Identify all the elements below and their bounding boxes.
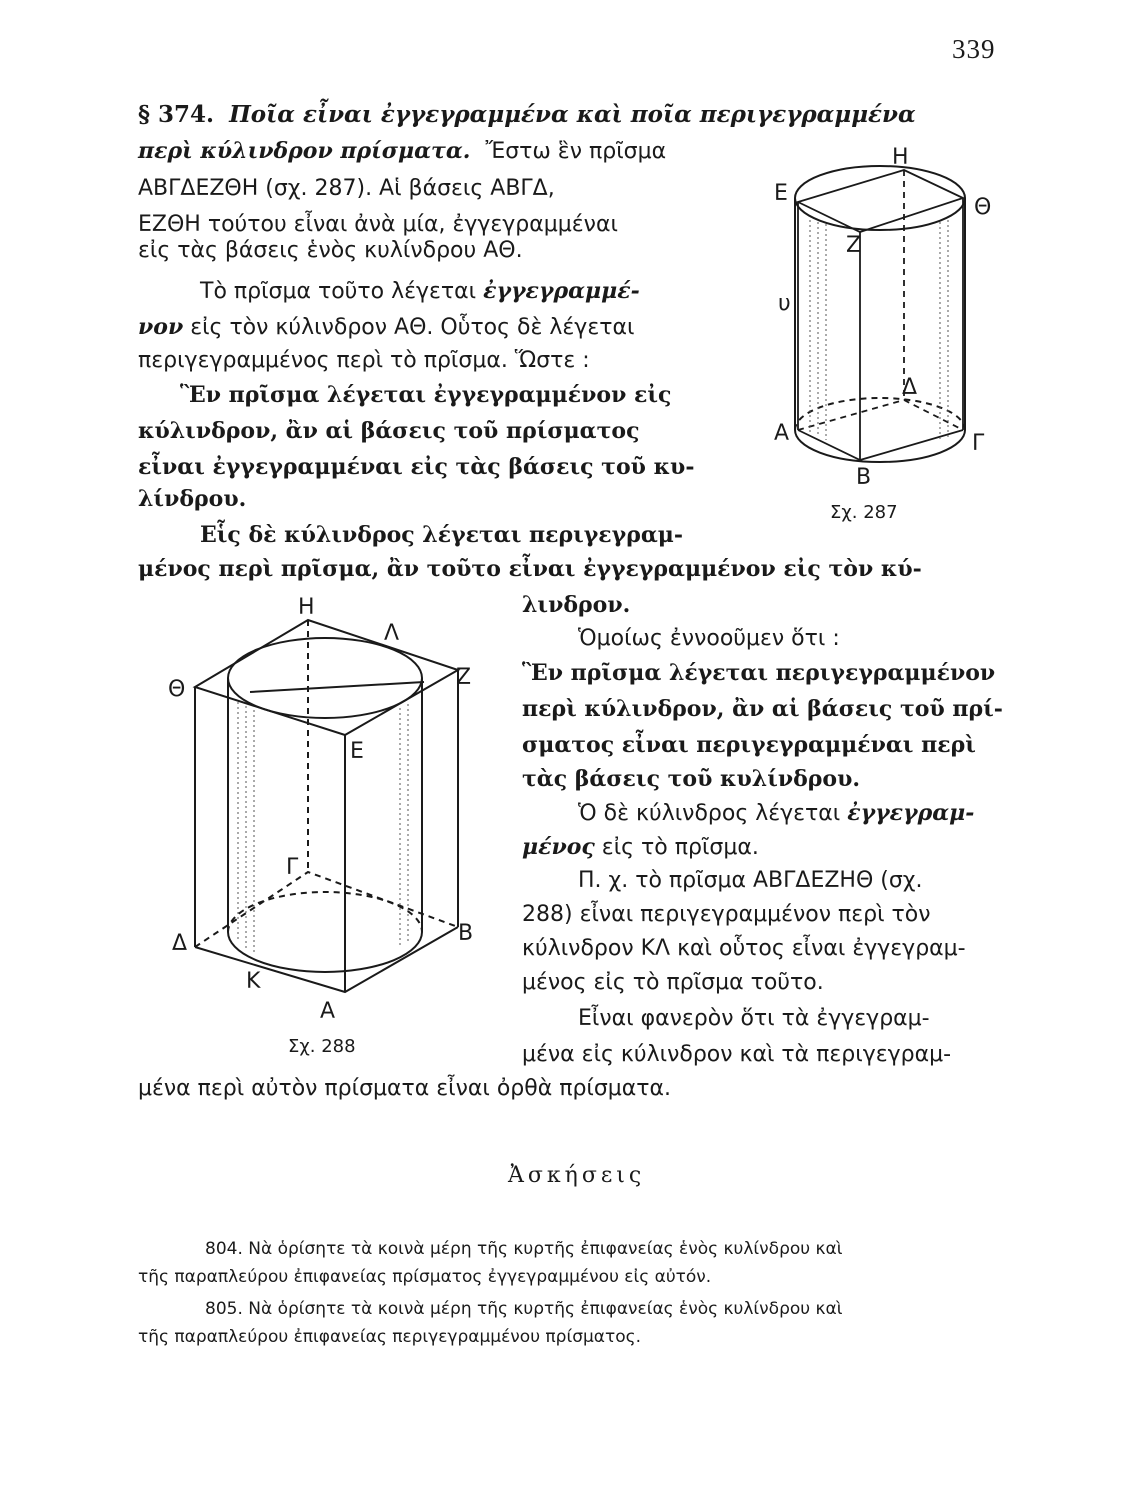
paragraph-6-line-1: Εἶναι φανερὸν ὅτι τὰ ἐγγεγραμ-: [578, 1006, 930, 1031]
paragraph-1-start: Ἔστω ἓν πρῖσμα: [485, 139, 667, 164]
paragraph-4-emph: ἐγγεγραμ-: [847, 800, 975, 826]
fig287-label-E: Ε: [774, 181, 788, 206]
fig288-caption: Σχ. 288: [288, 1036, 356, 1057]
figure-288: [160, 592, 490, 1062]
paragraph-2-line-2: [138, 312, 634, 343]
paragraph-2-line-3: περιγεγραμμένος περὶ τὸ πρῖσμα. Ὥστε :: [138, 348, 590, 373]
fig287-label-D: Δ: [902, 375, 918, 400]
definition-3-line-4: τὰς βάσεις τοῦ κυλίνδρου.: [522, 766, 861, 792]
definition-3-line-1: Ἓν πρῖσμα λέγεται περιγεγραμμένον: [522, 660, 996, 686]
definition-2-line-2: [138, 554, 922, 585]
paragraph-1-line-4: εἰς τὰς βάσεις ἑνὸς κυλίνδρου ΑΘ.: [138, 238, 523, 263]
definition-1-line-3: εἶναι ἐγγεγραμμέναι εἰς τὰς βάσεις τοῦ κυ-: [138, 454, 695, 480]
page-number: 339: [952, 34, 996, 64]
fig288-prism: [195, 620, 458, 992]
fig288-label-E: Ε: [350, 739, 364, 764]
fig287-label-H: Η: [892, 145, 909, 170]
paragraph-4-line-2: [522, 832, 759, 863]
fig288-label-A: Α: [320, 999, 336, 1024]
figure-287: [770, 140, 1010, 530]
fig287-hatching: [810, 220, 948, 442]
fig287-label-Z: Ζ: [846, 233, 862, 258]
paragraph-4-text: Ὁ δὲ κύλινδρος λέγεται: [578, 801, 848, 826]
paragraph-5-line-3: κύλινδρον ΚΛ καὶ οὗτος εἶναι ἐγγεγραμ-: [522, 936, 966, 961]
definition-1-line-4: λίνδρου.: [138, 486, 247, 512]
definition-3-line-2: περὶ κύλινδρον, ἂν αἱ βάσεις τοῦ πρί-: [522, 696, 1003, 722]
paragraph-2-text-2: εἰς τὸν κύλινδρον ΑΘ. Οὗτος δὲ λέγεται: [183, 315, 635, 340]
paragraph-5-line-1: Π. χ. τὸ πρῖσμα ΑΒΓΔΕΖΗΘ (σχ.: [578, 868, 923, 893]
exercises-heading: Ἀσκήσεις: [508, 1163, 646, 1188]
paragraph-2-line-1: [200, 276, 640, 307]
paragraph-1-line-2: ΑΒΓΔΕΖΘΗ (σχ. 287). Αἱ βάσεις ΑΒΓΔ,: [138, 176, 555, 201]
exercise-804-line-1: 804. Νὰ ὁρίσητε τὰ κοινὰ μέρη τῆς κυρτῆς ἐπιφανείας ἑνὸς κυλίνδρου καὶ: [205, 1239, 843, 1259]
paragraph-3: Ὁμοίως ἐννοοῦμεν ὅτι :: [578, 626, 840, 651]
section-title: Ποῖα εἶναι ἐγγεγραμμένα καὶ ποῖα περιγεγραμμένα: [229, 101, 916, 128]
fig288-hatching: [238, 702, 408, 952]
section-number: § 374.: [138, 101, 215, 128]
paragraph-2-emph-2: νον: [138, 314, 184, 340]
paragraph-6-line-3: μένα περὶ αὐτὸν πρίσματα εἶναι ὀρθὰ πρίσματα.: [138, 1076, 672, 1101]
fig287-label-Th: Θ: [974, 195, 992, 220]
paragraph-5-line-2: 288) εἶναι περιγεγραμμένον περὶ τὸν: [522, 902, 931, 927]
fig288-label-K: Κ: [246, 969, 261, 994]
exercise-804-line-2: τῆς παραπλεύρου ἐπιφανείας πρίσματος ἐγγεγραμμένου εἰς αὐτόν.: [138, 1267, 712, 1287]
section-title-line-1: [138, 100, 916, 131]
paragraph-1-line-3: ΕΖΘΗ τούτου εἶναι ἀνὰ μία, ἐγγεγραμμέναι: [138, 212, 618, 237]
fig287-prism: [798, 170, 963, 460]
paragraph-2-text: Τὸ πρῖσμα τοῦτο λέγεται: [200, 279, 484, 304]
fig288-label-D: Δ: [172, 931, 188, 956]
definition-2-line-3: λινδρον.: [522, 592, 631, 618]
fig288-label-L: Λ: [384, 621, 400, 646]
section-title-line-2: [138, 136, 666, 167]
definition-2-line-1: Εἷς δὲ κύλινδρος λέγεται περιγεγραμ-: [200, 522, 684, 548]
paragraph-2-emph: ἐγγεγραμμέ-: [483, 278, 640, 304]
fig288-label-Z: Ζ: [456, 665, 472, 690]
section-title-cont: περὶ κύλινδρον πρίσματα.: [138, 138, 471, 164]
definition-3-line-3: σματος εἶναι περιγεγραμμέναι περὶ: [522, 732, 976, 758]
definition-1-line-2: κύλινδρον, ἂν αἱ βάσεις τοῦ πρίσματος: [138, 418, 640, 444]
definition-2-text: μένος περὶ πρῖσμα, ἂν τοῦτο εἶναι ἐγγεγραμμένον εἰς τὸν κύ-: [138, 556, 922, 582]
fig288-cylinder: [228, 638, 424, 972]
fig288-label-G: Γ: [286, 855, 299, 880]
paragraph-4-line-1: [578, 798, 974, 829]
fig287-label-G: Γ: [972, 431, 985, 456]
exercise-805-line-1: 805. Νὰ ὁρίσητε τὰ κοινὰ μέρη τῆς κυρτῆς ἐπιφανείας ἑνὸς κυλίνδρου καὶ: [205, 1299, 843, 1319]
fig288-label-B: Β: [458, 921, 474, 946]
fig287-caption: Σχ. 287: [830, 502, 898, 523]
paragraph-6-line-2: μένα εἰς κύλινδρον καὶ τὰ περιγεγραμ-: [522, 1042, 952, 1067]
paragraph-5-line-4: μένος εἰς τὸ πρῖσμα τοῦτο.: [522, 970, 824, 995]
fig288-label-H: Η: [298, 595, 315, 620]
definition-1-line-1: Ἓν πρῖσμα λέγεται ἐγγεγραμμένον εἰς: [180, 382, 672, 408]
fig287-label-u: υ: [778, 291, 791, 316]
exercise-805-line-2: τῆς παραπλεύρου ἐπιφανείας περιγεγραμμένου πρίσματος.: [138, 1327, 642, 1347]
fig288-label-Th: Θ: [168, 677, 186, 702]
fig287-label-A: Α: [774, 421, 790, 446]
paragraph-4-text-2: εἰς τὸ πρῖσμα.: [594, 835, 759, 860]
fig287-label-B: Β: [856, 465, 872, 490]
paragraph-4-emph-2: μένος: [522, 834, 595, 860]
